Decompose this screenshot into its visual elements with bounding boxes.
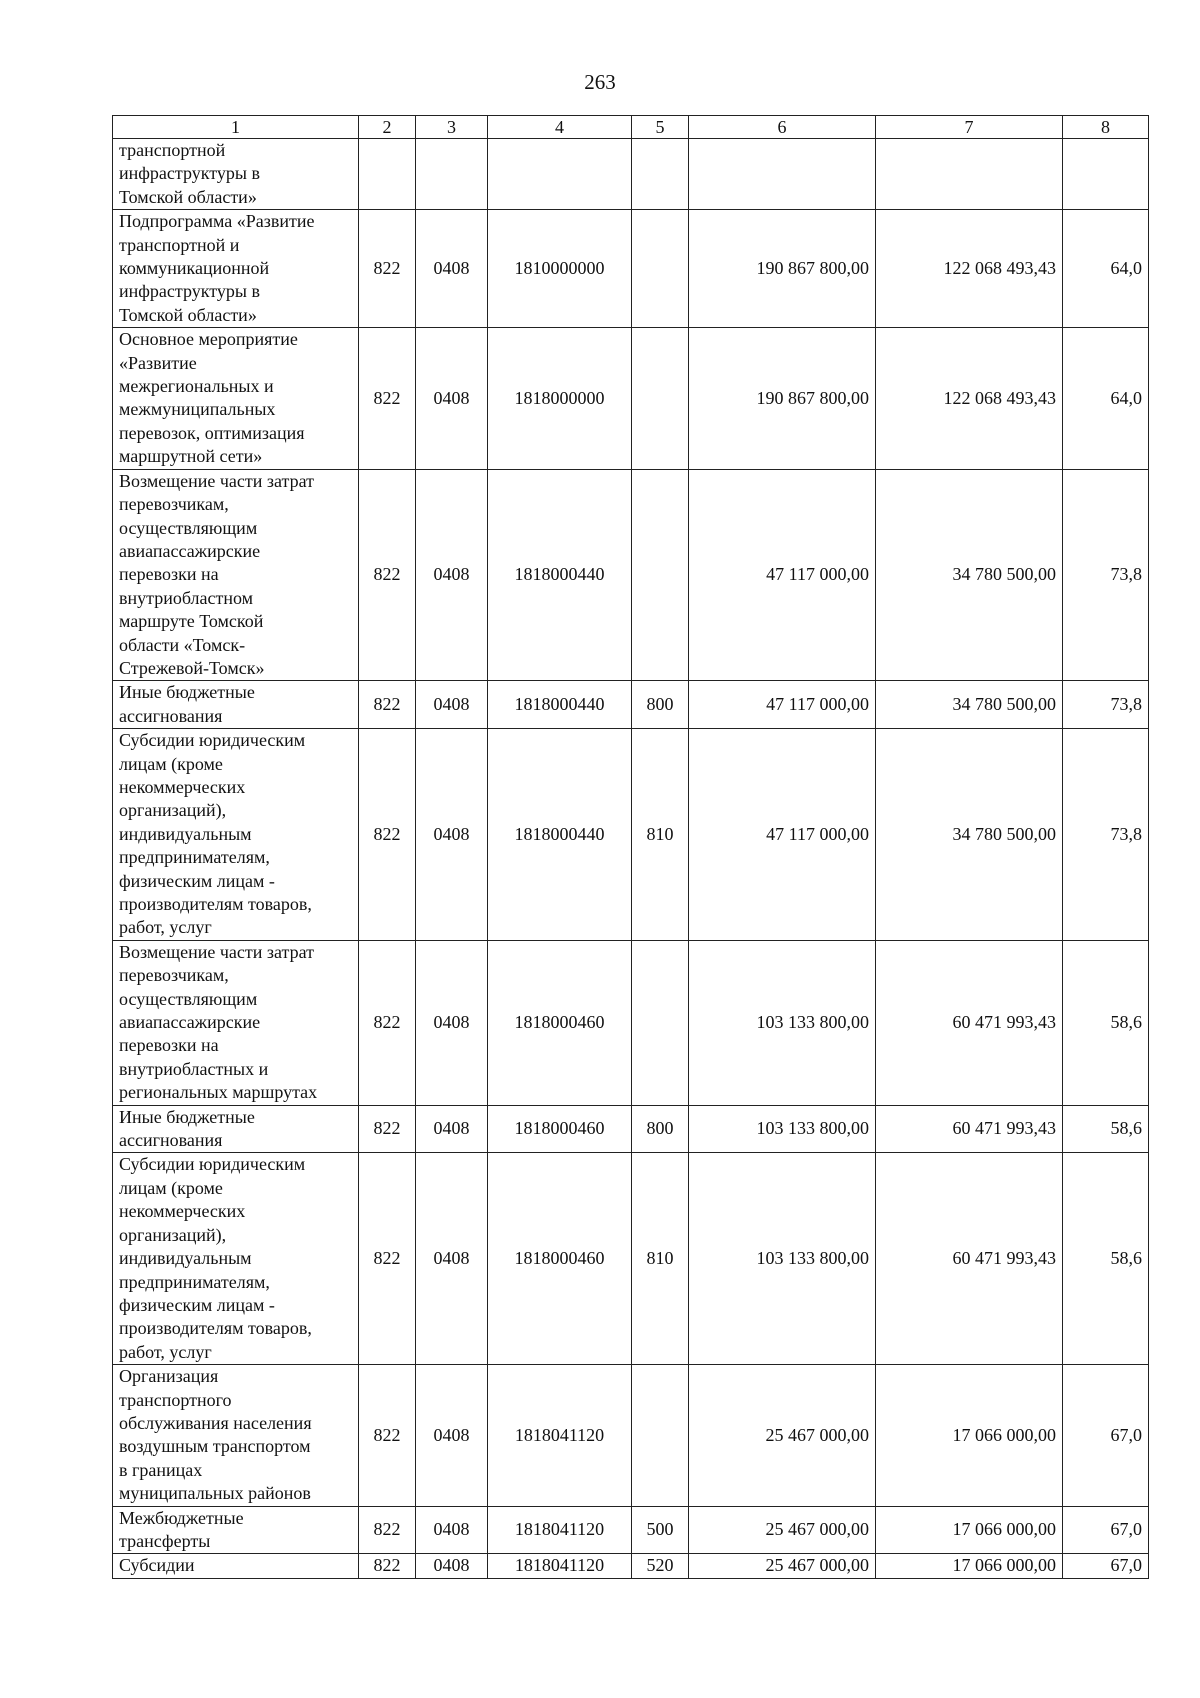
section-code-cell: 0408 <box>416 940 488 1105</box>
section-code-cell: 0408 <box>416 729 488 941</box>
ministry-code-cell: 822 <box>359 469 416 681</box>
row-name-cell: Возмещение части затрат перевозчикам, осуществляющим авиапассажирские перевозки на внутриобластных и региональных маршрутах <box>113 940 359 1105</box>
row-name-cell: Межбюджетные трансферты <box>113 1506 359 1554</box>
expense-type-cell <box>632 1365 689 1506</box>
header-cell: 1 <box>113 116 359 139</box>
target-article-cell: 1818000440 <box>488 469 632 681</box>
ministry-code-cell: 822 <box>359 681 416 729</box>
table-row <box>113 1554 1149 1578</box>
budget-table <box>112 115 1149 1579</box>
header-cell: 4 <box>488 116 632 139</box>
table-row <box>113 1365 1149 1506</box>
executed-amount-cell: 17 066 000,00 <box>876 1506 1063 1554</box>
table-row <box>113 328 1149 469</box>
executed-amount-cell <box>876 139 1063 210</box>
header-cell: 6 <box>689 116 876 139</box>
approved-amount-cell: 103 133 800,00 <box>689 1105 876 1153</box>
section-code-cell <box>416 139 488 210</box>
percent-cell: 67,0 <box>1063 1554 1149 1578</box>
target-article-cell: 1810000000 <box>488 210 632 328</box>
header-row <box>113 116 1149 139</box>
executed-amount-cell: 34 780 500,00 <box>876 681 1063 729</box>
expense-type-cell <box>632 940 689 1105</box>
table-row <box>113 681 1149 729</box>
ministry-code-cell: 822 <box>359 940 416 1105</box>
percent-cell: 64,0 <box>1063 210 1149 328</box>
percent-cell: 58,6 <box>1063 940 1149 1105</box>
ministry-code-cell: 822 <box>359 1506 416 1554</box>
approved-amount-cell: 47 117 000,00 <box>689 469 876 681</box>
row-name-cell: Подпрограмма «Развитие транспортной и коммуникационной инфраструктуры в Томской области» <box>113 210 359 328</box>
row-name-cell: транспортной инфраструктуры в Томской области» <box>113 139 359 210</box>
approved-amount-cell: 47 117 000,00 <box>689 729 876 941</box>
target-article-cell <box>488 139 632 210</box>
page-number: 263 <box>584 70 616 94</box>
expense-type-cell: 500 <box>632 1506 689 1554</box>
target-article-cell: 1818041120 <box>488 1506 632 1554</box>
percent-cell: 73,8 <box>1063 729 1149 941</box>
expense-type-cell <box>632 469 689 681</box>
section-code-cell: 0408 <box>416 210 488 328</box>
table-body <box>113 139 1149 1579</box>
executed-amount-cell: 34 780 500,00 <box>876 729 1063 941</box>
table-row <box>113 729 1149 941</box>
ministry-code-cell: 822 <box>359 1365 416 1506</box>
expense-type-cell: 520 <box>632 1554 689 1578</box>
header-cell: 3 <box>416 116 488 139</box>
table-row <box>113 139 1149 210</box>
target-article-cell: 1818000440 <box>488 729 632 941</box>
executed-amount-cell: 60 471 993,43 <box>876 1105 1063 1153</box>
section-code-cell: 0408 <box>416 1365 488 1506</box>
percent-cell: 73,8 <box>1063 469 1149 681</box>
expense-type-cell <box>632 139 689 210</box>
percent-cell: 58,6 <box>1063 1153 1149 1365</box>
table-row <box>113 210 1149 328</box>
section-code-cell: 0408 <box>416 469 488 681</box>
percent-cell: 64,0 <box>1063 328 1149 469</box>
target-article-cell: 1818000440 <box>488 681 632 729</box>
ministry-code-cell: 822 <box>359 729 416 941</box>
ministry-code-cell: 822 <box>359 1105 416 1153</box>
row-name-cell: Основное мероприятие «Развитие межрегиональных и межмуниципальных перевозок, оптимизация маршрутной сети» <box>113 328 359 469</box>
target-article-cell: 1818041120 <box>488 1554 632 1578</box>
row-name-cell: Субсидии юридическим лицам (кроме некоммерческих организаций), индивидуальным предпринимателям, физическим лицам - производителям товаров, работ, услуг <box>113 1153 359 1365</box>
percent-cell <box>1063 139 1149 210</box>
executed-amount-cell: 34 780 500,00 <box>876 469 1063 681</box>
expense-type-cell: 800 <box>632 1105 689 1153</box>
executed-amount-cell: 17 066 000,00 <box>876 1554 1063 1578</box>
ministry-code-cell: 822 <box>359 210 416 328</box>
header-cell: 7 <box>876 116 1063 139</box>
section-code-cell: 0408 <box>416 328 488 469</box>
row-name-cell: Субсидии юридическим лицам (кроме некоммерческих организаций), индивидуальным предпринимателям, физическим лицам - производителям товаров, работ, услуг <box>113 729 359 941</box>
approved-amount-cell: 25 467 000,00 <box>689 1506 876 1554</box>
approved-amount-cell: 190 867 800,00 <box>689 210 876 328</box>
row-name-cell: Возмещение части затрат перевозчикам, осуществляющим авиапассажирские перевозки на внутриобластном маршруте Томской области «Томск- Стрежевой-Томск» <box>113 469 359 681</box>
approved-amount-cell: 47 117 000,00 <box>689 681 876 729</box>
ministry-code-cell: 822 <box>359 1153 416 1365</box>
expense-type-cell: 800 <box>632 681 689 729</box>
approved-amount-cell: 25 467 000,00 <box>689 1365 876 1506</box>
table-row <box>113 1506 1149 1554</box>
table-row <box>113 1105 1149 1153</box>
executed-amount-cell: 122 068 493,43 <box>876 210 1063 328</box>
table-row <box>113 469 1149 681</box>
approved-amount-cell: 190 867 800,00 <box>689 328 876 469</box>
header-cell: 5 <box>632 116 689 139</box>
ministry-code-cell <box>359 139 416 210</box>
percent-cell: 73,8 <box>1063 681 1149 729</box>
percent-cell: 67,0 <box>1063 1365 1149 1506</box>
section-code-cell: 0408 <box>416 1105 488 1153</box>
approved-amount-cell: 25 467 000,00 <box>689 1554 876 1578</box>
section-code-cell: 0408 <box>416 681 488 729</box>
row-name-cell: Субсидии <box>113 1554 359 1578</box>
header-cell: 2 <box>359 116 416 139</box>
target-article-cell: 1818041120 <box>488 1365 632 1506</box>
section-code-cell: 0408 <box>416 1506 488 1554</box>
table-row <box>113 1153 1149 1365</box>
executed-amount-cell: 60 471 993,43 <box>876 1153 1063 1365</box>
target-article-cell: 1818000460 <box>488 1153 632 1365</box>
approved-amount-cell <box>689 139 876 210</box>
target-article-cell: 1818000460 <box>488 940 632 1105</box>
section-code-cell: 0408 <box>416 1153 488 1365</box>
section-code-cell: 0408 <box>416 1554 488 1578</box>
percent-cell: 67,0 <box>1063 1506 1149 1554</box>
executed-amount-cell: 122 068 493,43 <box>876 328 1063 469</box>
expense-type-cell: 810 <box>632 729 689 941</box>
expense-type-cell <box>632 328 689 469</box>
row-name-cell: Организация транспортного обслуживания населения воздушным транспортом в границах муниципальных районов <box>113 1365 359 1506</box>
expense-type-cell <box>632 210 689 328</box>
row-name-cell: Иные бюджетные ассигнования <box>113 1105 359 1153</box>
expense-type-cell: 810 <box>632 1153 689 1365</box>
ministry-code-cell: 822 <box>359 328 416 469</box>
row-name-cell: Иные бюджетные ассигнования <box>113 681 359 729</box>
approved-amount-cell: 103 133 800,00 <box>689 940 876 1105</box>
header-cell: 8 <box>1063 116 1149 139</box>
percent-cell: 58,6 <box>1063 1105 1149 1153</box>
executed-amount-cell: 60 471 993,43 <box>876 940 1063 1105</box>
target-article-cell: 1818000000 <box>488 328 632 469</box>
ministry-code-cell: 822 <box>359 1554 416 1578</box>
table-row <box>113 940 1149 1105</box>
approved-amount-cell: 103 133 800,00 <box>689 1153 876 1365</box>
target-article-cell: 1818000460 <box>488 1105 632 1153</box>
executed-amount-cell: 17 066 000,00 <box>876 1365 1063 1506</box>
